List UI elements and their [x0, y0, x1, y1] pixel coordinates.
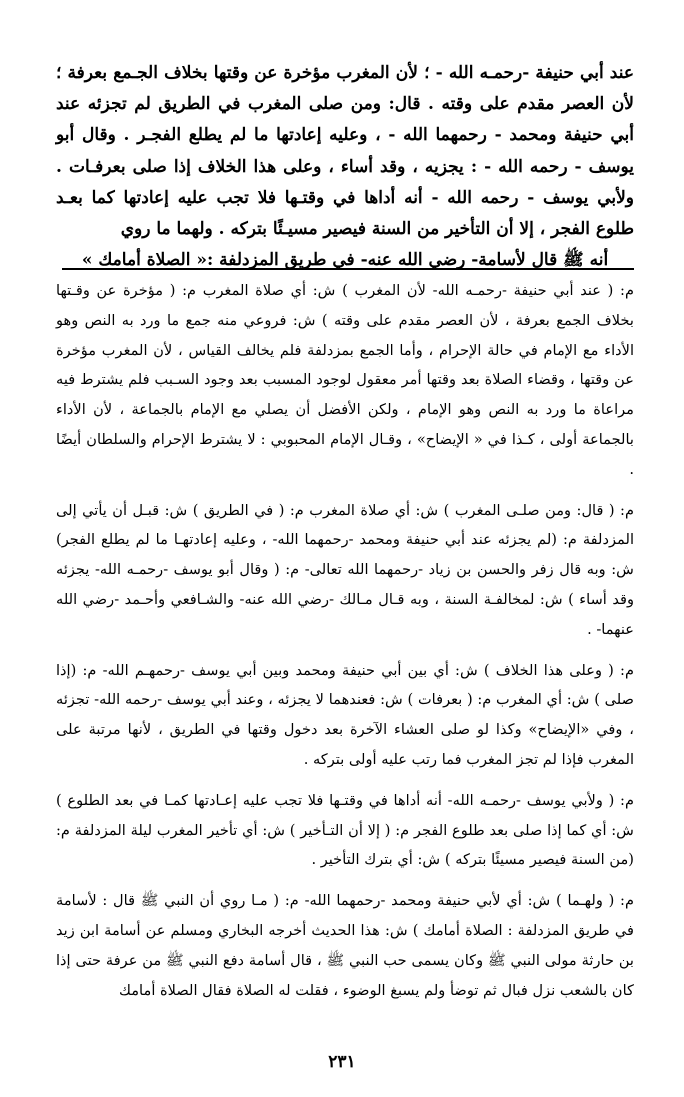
main-text-last-line: أنه ﷺ قال لأسامة- رضي الله عنه- في طريق المزدلفة :« الصلاة أمامك »: [81, 250, 609, 271]
commentary-paragraph: م: ( عند أبي حنيفة -رحمـه الله- لأن المغرب ) ش: أي صلاة المغرب م: ( مؤخرة عن وقـتها بخلاف الجمع بعرفة ، لأن العصر مقدم على وقته ) ش: فروعي منه جمع ما ورد به النص وهو الأداء مع الإمام في حالة الإحرام ، وأما الجمع بمزدلفة فلم يخالف القياس ، لأن المغرب مؤخرة عن وقتها ، وقضاء الصلاة بعد وقتها أمر معقول لوجود المسبب بعد وجود السـبب فلم يشترط فيه مراعاة ما ورد به النص وهو الإمام ، ولكن الأفضل أن يصلي مع الإمام بالجماعة ، لأن الأداء بالجماعة أولى ، كـذا في « الإيضاح» ، وقـال الإمام المحبوبي : لا يشترط الإحرام والسلطان أيضًا .: [56, 282, 634, 478]
main-text-line: الله - ، وعليه إعادتها ما لم يطلع الفجـر . وقال أبو يوسف - رحمه الله - : يجزيه ، وقد أساء ،: [56, 125, 634, 177]
page-number: ٢٣١: [328, 1052, 356, 1072]
commentary-paragraph: م: ( ولهـما ) ش: أي لأبي حنيفة ومحمد -رحمهما الله- م: ( مـا روي أن النبي ﷺ قال : لأسامة في طريق المزدلفة : الصلاة أمامك ) ش: هذا الحديث أخرجه البخاري ومسلم عن أسامة ابن زيد بن حارثة مولى النبي ﷺ وكان يسمى حب النبي ﷺ ، قال أسامة دفع النبي ﷺ من عرفة حتى إذا كان بالشعب نزل فبال ثم توضأ ولم يسبغ الوضوء ، فقلت له الصلاة فقال الصلاة أمامك: [56, 892, 634, 999]
commentary-paragraph: م: ( قال: ومن صلـى المغرب ) ش: أي صلاة المغرب م: ( في الطريق ) ش: قبـل أن يأتي إلى المزدلفة م: (لم يجزئه عند أبي حنيفة ومحمد -رحمهما الله- ، وعليه إعادتهـا ما لم يطلع الفجر) ش: وبه قال زفر والحسن بن زياد -رحمهما الله تعالى- م: ( وقال أبو يوسف -رحمـه الله- يجزئه وقد أساء ) ش: لمخالفـة السنة ، وبه قـال مـالك -رضي الله عنه- والشـافعي وأحـمد -رضي الله عنهما- .: [56, 501, 634, 638]
commentary-paragraph: م: ( وعلى هذا الخلاف ) ش: أي بين أبي حنيفة ومحمد وبين أبي يوسف -رحمهـم الله- م: (إذا صلى ) ش: أي المغرب م: ( بعرفات ) ش: فعندهما لا يجزئه ، وعند أبي يوسف -رحمه الله- تجزئه ، وفي «الإيضاح» وكذا لو صلى العشاء الآخرة بعد دخول وقتها في الطريق ، لأنها مرتبة على المغرب فإذا لم تجز المغرب فما رتب عليه أولى بتركه .: [56, 661, 634, 768]
main-text-line: عليه إعادتها كما بعـد طلوع الفجر ، إلا أن التأخير من السنة فيصير مسيـئًا بتركه . ولهما ما روي: [56, 187, 634, 240]
main-text-line: عند أبي حنيفة -رحمـه الله - ؛ لأن المغرب مؤخرة عن وقتها بخلاف الجـمع بعرفة ؛ لأن العصر: [56, 63, 634, 115]
main-text-line: وعلى هذا الخلاف إذا صلى بعرفـات . ولأبي يوسف - رحمه الله - أنه أداها في وقتـها فلا تجب: [56, 156, 635, 208]
commentary-paragraph: م: ( ولأبي يوسف -رحمـه الله- أنه أداها في وقتـها فلا تجب عليه إعـادتها كمـا في بعد الطلوع ) ش: أي كما إذا صلى بعد طلوع الفجر م: ( إلا أن التـأخير ) ش: أي تأخير المغرب ليلة المزدلفة م: (من السنة فيصير مسيئًا بتركه ) ش: أي بترك التأخير .: [56, 791, 634, 869]
main-text-block: [56, 58, 634, 276]
commentary-block: [56, 276, 634, 1016]
main-text-line: مقدم على وقته . قال: ومن صلى المغرب في الطريق لم تجزئه عند أبي حنيفة ومحمد - رحمهما: [56, 94, 634, 146]
section-divider: [62, 268, 634, 270]
